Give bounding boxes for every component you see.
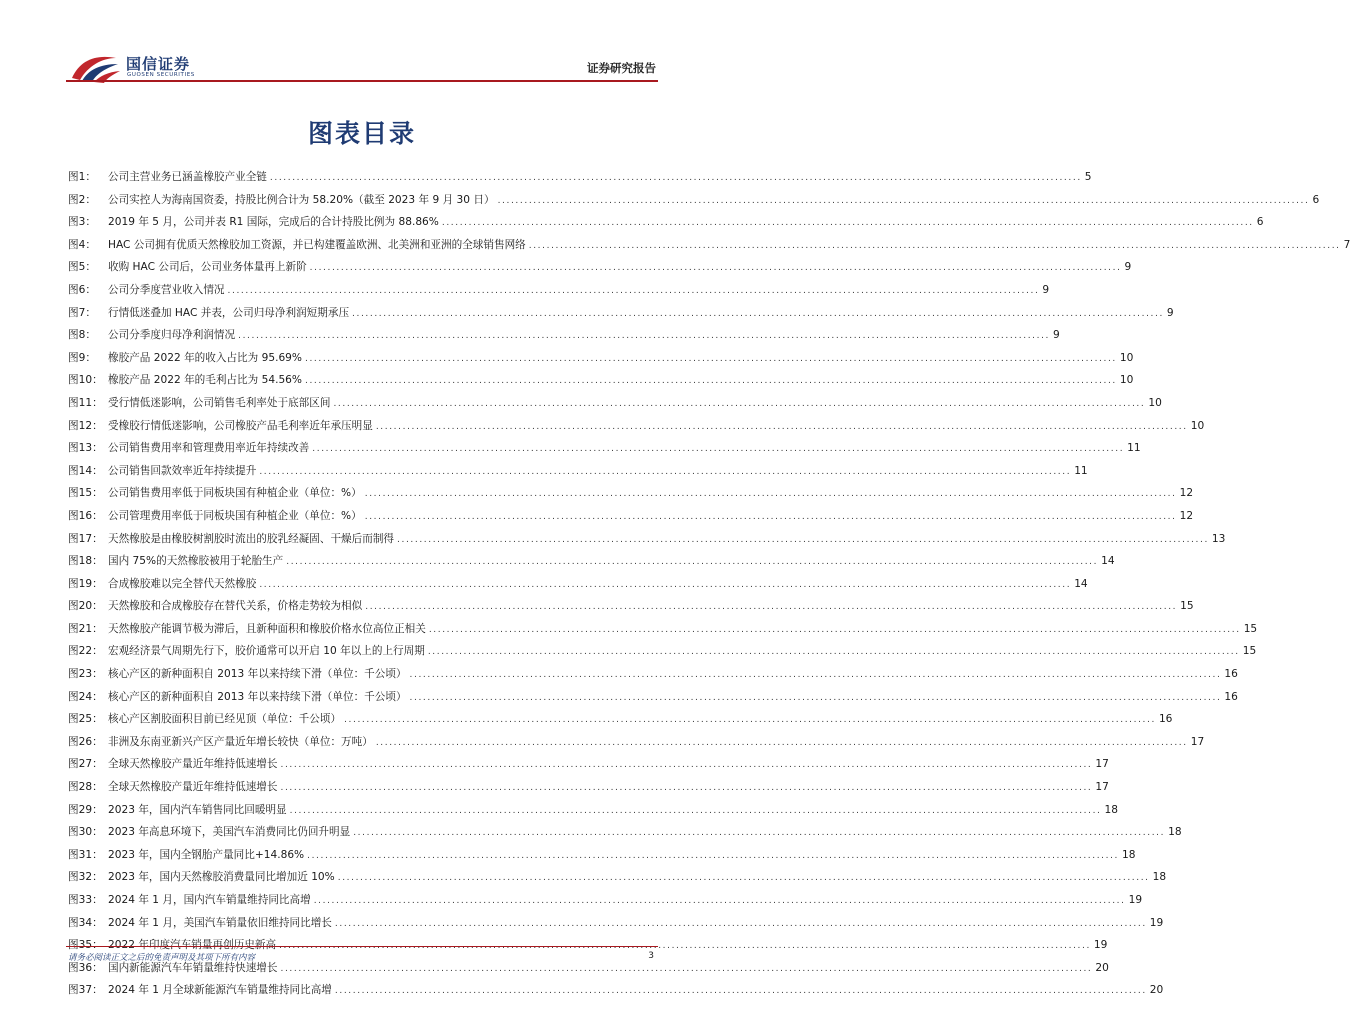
figure-number: 图6： bbox=[68, 283, 96, 296]
figure-title: HAC 公司拥有优质天然橡胶加工资源，并已构建覆盖欧洲、北美洲和亚洲的全球销售网络 bbox=[108, 238, 526, 251]
figure-number: 图19： bbox=[68, 577, 103, 590]
dot-leader bbox=[338, 867, 1150, 890]
figure-title: 2023 年，国内天然橡胶消费量同比增加近 10% bbox=[108, 871, 335, 884]
report-type-label: 证券研究报告 bbox=[587, 61, 656, 75]
figure-title: 橡胶产品 2022 年的收入占比为 95.69% bbox=[108, 351, 302, 364]
figure-number: 图13： bbox=[68, 442, 103, 455]
toc-entry[interactable] bbox=[68, 844, 1136, 867]
dot-leader bbox=[281, 754, 1093, 777]
toc-entry[interactable] bbox=[68, 392, 1162, 415]
figure-title: 公司实控人为海南国资委，持股比例合计为 58.20%（截至 2023 年 9 月 30 日） bbox=[108, 193, 495, 206]
dot-leader bbox=[270, 167, 1082, 190]
dot-leader bbox=[281, 958, 1093, 981]
toc-entry[interactable] bbox=[68, 618, 1258, 641]
figure-title: 收购 HAC 公司后，公司业务体量再上新阶 bbox=[108, 261, 307, 274]
figure-page-number: 17 bbox=[1095, 758, 1109, 771]
figure-title: 2024 年 1 月，国内汽车销量维持同比高增 bbox=[108, 894, 311, 906]
figure-title: 2024 年 1 月，美国汽车销量依旧维持同比增长 bbox=[108, 916, 332, 929]
toc-entry[interactable] bbox=[68, 482, 1194, 505]
dot-leader bbox=[376, 416, 1188, 439]
figure-title: 受行情低迷影响，公司销售毛利率处于底部区间 bbox=[108, 396, 331, 409]
dot-leader bbox=[335, 913, 1147, 936]
toc-entry[interactable] bbox=[68, 979, 1164, 1002]
figure-title: 公司管理费用率低于同板块国有种植企业（单位：%） bbox=[108, 509, 362, 522]
figure-title: 2024 年 1 月全球新能源汽车销量维持同比高增 bbox=[108, 984, 332, 997]
toc-entry[interactable] bbox=[68, 573, 1088, 596]
figure-title: 天然橡胶是由橡胶树割胶时流出的胶乳经凝固、干燥后而制得 bbox=[108, 532, 395, 545]
figure-page-number: 5 bbox=[1084, 171, 1092, 183]
dot-leader bbox=[259, 574, 1071, 597]
dot-leader bbox=[259, 461, 1071, 484]
dot-leader bbox=[428, 641, 1240, 664]
figure-number: 图10： bbox=[68, 374, 103, 387]
dot-leader bbox=[310, 257, 1122, 280]
figure-title: 受橡胶行情低迷影响，公司橡胶产品毛利率近年承压明显 bbox=[108, 419, 373, 432]
figure-title: 公司销售费用率和管理费用率近年持续改善 bbox=[108, 442, 310, 455]
figure-number: 图24： bbox=[68, 690, 103, 703]
figure-page-number: 18 bbox=[1122, 848, 1136, 861]
toc-entry[interactable] bbox=[68, 663, 1238, 686]
dot-leader bbox=[314, 890, 1126, 913]
dot-leader bbox=[335, 980, 1147, 1003]
figure-page-number: 19 bbox=[1093, 939, 1108, 952]
figure-page-number: 9 bbox=[1166, 306, 1174, 319]
figure-number: 图16： bbox=[68, 509, 103, 522]
guosen-logo-icon bbox=[70, 50, 122, 84]
dot-leader bbox=[353, 822, 1165, 845]
figure-page-number: 18 bbox=[1168, 826, 1182, 839]
figure-title: 全球天然橡胶产量近年维持低速增长 bbox=[108, 781, 278, 794]
figure-page-number: 18 bbox=[1152, 871, 1167, 884]
footer-disclaimer: 请务必阅读正文之后的免责声明及其项下所有内容 bbox=[68, 953, 256, 963]
figure-index-list bbox=[68, 166, 1350, 1002]
figure-number: 图27： bbox=[68, 758, 103, 771]
figure-number: 图15： bbox=[68, 487, 103, 500]
figure-title: 橡胶产品 2022 年的毛利占比为 54.56% bbox=[108, 374, 302, 387]
toc-entry[interactable] bbox=[68, 708, 1173, 731]
figure-title: 合成橡胶难以完全替代天然橡胶 bbox=[108, 577, 257, 590]
figure-title: 宏观经济景气周期先行下，胶价通常可以开启 10 年以上的上行周期 bbox=[108, 645, 425, 658]
figure-number: 图12： bbox=[68, 419, 103, 432]
header-divider bbox=[66, 80, 658, 82]
figure-number: 图4： bbox=[68, 238, 96, 251]
figure-page-number: 15 bbox=[1180, 600, 1194, 613]
figure-page-number: 12 bbox=[1179, 509, 1194, 522]
figure-number: 图37： bbox=[68, 984, 103, 997]
toc-entry[interactable] bbox=[68, 324, 1060, 347]
dot-leader bbox=[312, 438, 1124, 461]
toc-entry[interactable] bbox=[68, 505, 1194, 528]
figure-title: 公司主营业务已涵盖橡胶产业全链 bbox=[108, 171, 267, 183]
figure-number: 图33： bbox=[68, 894, 103, 906]
figure-page-number: 11 bbox=[1127, 442, 1141, 455]
figure-number: 图11： bbox=[68, 396, 103, 409]
toc-entry[interactable] bbox=[68, 640, 1257, 663]
figure-page-number: 10 bbox=[1119, 374, 1134, 387]
toc-entry[interactable] bbox=[68, 686, 1238, 709]
figure-title: 国内 75%的天然橡胶被用于轮胎生产 bbox=[108, 555, 284, 568]
figure-page-number: 16 bbox=[1224, 668, 1238, 681]
figure-page-number: 16 bbox=[1224, 690, 1238, 703]
figure-page-number: 9 bbox=[1124, 261, 1132, 274]
figure-page-number: 6 bbox=[1312, 193, 1320, 206]
logo-chinese-name: 国信证券 bbox=[126, 55, 191, 73]
figure-number: 图25： bbox=[68, 713, 103, 726]
figure-page-number: 13 bbox=[1211, 532, 1226, 545]
page-title: 图表目录 bbox=[307, 119, 416, 148]
figure-number: 图2： bbox=[68, 193, 96, 206]
figure-page-number: 10 bbox=[1148, 396, 1162, 409]
figure-number: 图32： bbox=[68, 871, 103, 884]
dot-leader bbox=[498, 190, 1310, 213]
dot-leader bbox=[442, 212, 1254, 235]
figure-page-number: 17 bbox=[1095, 781, 1109, 794]
toc-entry[interactable] bbox=[68, 595, 1194, 618]
dot-leader bbox=[305, 370, 1117, 393]
figure-page-number: 14 bbox=[1101, 555, 1115, 568]
figure-page-number: 19 bbox=[1149, 916, 1164, 929]
toc-entry[interactable] bbox=[68, 369, 1134, 392]
figure-number: 图34： bbox=[68, 916, 103, 929]
dot-leader bbox=[344, 709, 1156, 732]
figure-number: 图3： bbox=[68, 216, 96, 229]
figure-title: 核心产区的新种面积自 2013 年以来持续下滑（单位：千公顷） bbox=[108, 668, 407, 681]
figure-page-number: 15 bbox=[1242, 645, 1257, 658]
figure-page-number: 10 bbox=[1119, 351, 1134, 364]
figure-page-number: 17 bbox=[1190, 735, 1205, 748]
figure-title: 非洲及东南亚新兴产区产量近年增长较快（单位：万吨） bbox=[108, 735, 373, 748]
toc-entry[interactable] bbox=[68, 234, 1350, 257]
figure-page-number: 11 bbox=[1074, 464, 1088, 477]
toc-entry[interactable] bbox=[68, 776, 1109, 799]
figure-title: 2023 年高息环境下，美国汽车消费同比仍回升明显 bbox=[108, 826, 351, 839]
toc-entry[interactable] bbox=[68, 753, 1109, 776]
figure-page-number: 10 bbox=[1190, 419, 1205, 432]
dot-leader bbox=[410, 664, 1222, 687]
dot-leader bbox=[290, 800, 1102, 823]
figure-number: 图23： bbox=[68, 668, 103, 681]
figure-number: 图14： bbox=[68, 464, 103, 477]
figure-number: 图30： bbox=[68, 826, 103, 839]
dot-leader bbox=[286, 551, 1098, 574]
figure-number: 图36： bbox=[68, 961, 103, 974]
figure-page-number: 19 bbox=[1128, 894, 1143, 906]
footer-divider bbox=[66, 946, 658, 947]
dot-leader bbox=[305, 348, 1117, 371]
figure-page-number: 15 bbox=[1243, 622, 1258, 635]
figure-title: 2023 年，国内汽车销售同比回暖明显 bbox=[108, 803, 287, 816]
figure-number: 图17： bbox=[68, 532, 103, 545]
toc-entry[interactable] bbox=[68, 415, 1205, 438]
dot-leader bbox=[376, 732, 1188, 755]
toc-entry[interactable] bbox=[68, 889, 1143, 912]
dot-leader bbox=[307, 845, 1119, 868]
toc-entry[interactable] bbox=[68, 821, 1182, 844]
dot-leader bbox=[238, 325, 1050, 348]
dot-leader bbox=[397, 529, 1209, 552]
figure-number: 图9： bbox=[68, 351, 96, 364]
figure-page-number: 6 bbox=[1256, 216, 1264, 229]
toc-entry[interactable] bbox=[68, 912, 1164, 935]
figure-page-number: 18 bbox=[1104, 803, 1118, 816]
dot-leader bbox=[228, 280, 1040, 303]
page-header bbox=[0, 0, 724, 90]
figure-title: 2019 年 5 月，公司并表 R1 国际，完成后的合计持股比例为 88.86% bbox=[108, 216, 439, 229]
figure-title: 公司销售费用率低于同板块国有种植企业（单位：%） bbox=[108, 487, 362, 500]
figure-title: 行情低迷叠加 HAC 并表，公司归母净利润短期承压 bbox=[108, 306, 350, 319]
figure-title: 公司分季度归母净利润情况 bbox=[108, 329, 236, 342]
figure-title: 2023 年，国内全钢胎产量同比+14.86% bbox=[108, 848, 305, 861]
figure-number: 图21： bbox=[68, 622, 103, 635]
logo-english-name: GUOSEN SECURITIES bbox=[127, 72, 195, 78]
dot-leader bbox=[352, 303, 1164, 326]
toc-entry[interactable] bbox=[68, 437, 1141, 460]
figure-title: 全球天然橡胶产量近年维持低速增长 bbox=[108, 758, 278, 771]
figure-number: 图26： bbox=[68, 735, 103, 748]
figure-title: 核心产区割胶面积目前已经见顶（单位：千公顷） bbox=[108, 713, 342, 726]
dot-leader bbox=[281, 777, 1093, 800]
dot-leader bbox=[333, 393, 1145, 416]
dot-leader bbox=[365, 483, 1177, 506]
toc-entry[interactable] bbox=[68, 866, 1167, 889]
toc-entry[interactable] bbox=[68, 279, 1050, 302]
toc-entry[interactable] bbox=[68, 731, 1205, 754]
figure-title: 公司分季度营业收入情况 bbox=[108, 283, 225, 296]
toc-entry[interactable] bbox=[68, 460, 1088, 483]
figure-title: 天然橡胶产能调节极为滞后，且新种面积和橡胶价格水位高位正相关 bbox=[108, 622, 426, 635]
figure-title: 国内新能源汽车年销量维持快速增长 bbox=[108, 961, 278, 974]
figure-number: 图31： bbox=[68, 848, 103, 861]
figure-page-number: 12 bbox=[1179, 487, 1194, 500]
toc-entry[interactable] bbox=[68, 528, 1226, 551]
toc-entry[interactable] bbox=[68, 166, 1092, 189]
figure-page-number: 9 bbox=[1053, 329, 1060, 342]
toc-entry[interactable] bbox=[68, 189, 1320, 212]
toc-entry[interactable] bbox=[68, 550, 1115, 573]
figure-number: 图18： bbox=[68, 555, 103, 568]
figure-number: 图1： bbox=[68, 171, 96, 183]
toc-entry[interactable] bbox=[68, 799, 1118, 822]
figure-page-number: 7 bbox=[1343, 238, 1350, 251]
toc-entry[interactable] bbox=[68, 211, 1264, 234]
figure-number: 图20： bbox=[68, 600, 103, 613]
figure-page-number: 9 bbox=[1042, 283, 1050, 296]
dot-leader bbox=[429, 619, 1241, 642]
figure-number: 图5： bbox=[68, 261, 96, 274]
figure-page-number: 14 bbox=[1074, 577, 1088, 590]
toc-entry[interactable] bbox=[68, 347, 1134, 370]
figure-page-number: 20 bbox=[1149, 984, 1164, 997]
dot-leader bbox=[365, 596, 1177, 619]
figure-number: 图28： bbox=[68, 781, 103, 794]
figure-number: 图7： bbox=[68, 306, 96, 319]
toc-entry[interactable] bbox=[68, 256, 1132, 279]
dot-leader bbox=[410, 687, 1222, 710]
toc-entry[interactable] bbox=[68, 302, 1174, 325]
figure-number: 图8： bbox=[68, 329, 96, 342]
dot-leader bbox=[529, 235, 1341, 258]
figure-title: 天然橡胶和合成橡胶存在替代关系，价格走势较为相似 bbox=[108, 600, 363, 613]
dot-leader bbox=[365, 506, 1177, 529]
figure-number: 图22： bbox=[68, 645, 103, 658]
page-number: 3 bbox=[648, 951, 654, 961]
figure-number: 图29： bbox=[68, 803, 103, 816]
figure-page-number: 16 bbox=[1158, 713, 1173, 726]
figure-title: 核心产区的新种面积自 2013 年以来持续下滑（单位：千公顷） bbox=[108, 690, 407, 703]
figure-page-number: 20 bbox=[1095, 961, 1109, 974]
figure-title: 公司销售回款效率近年持续提升 bbox=[108, 464, 257, 477]
